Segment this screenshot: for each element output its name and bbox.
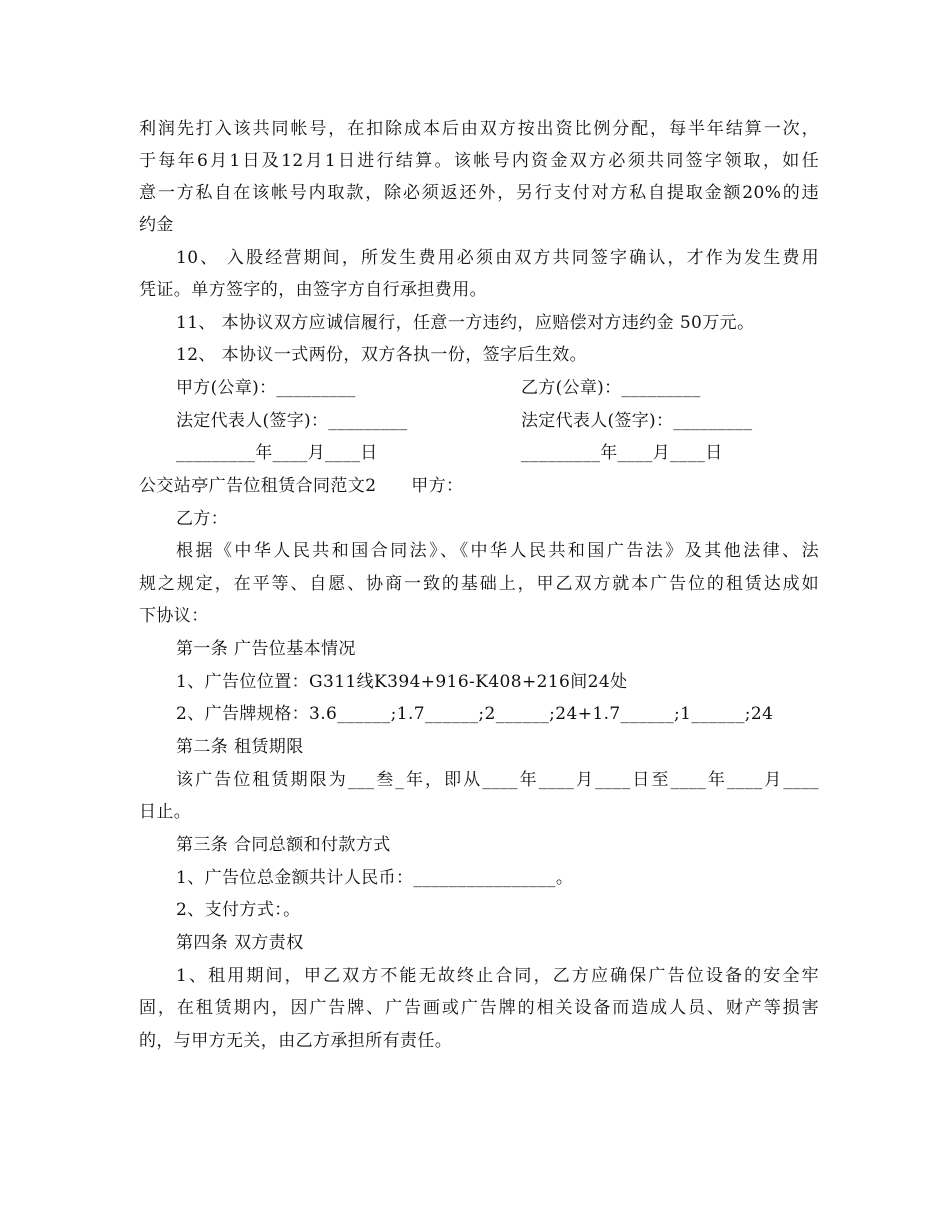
paragraph-line: 意一方私自在该帐号内取款，除必须返还外，另行支付对方私自提取金额20%的违 bbox=[139, 183, 819, 203]
article-4-line: 的，与甲方无关，由乙方承担所有责任。 bbox=[139, 1031, 453, 1051]
party-a-seal-field: 甲方(公章)：_________ bbox=[176, 378, 356, 398]
section-heading: 公交站亭广告位租赁合同范文2 甲方： bbox=[139, 476, 464, 496]
article-1-item: 2、广告牌规格：3.6______;1.7______;2______;24+1.7______;1______;24 bbox=[176, 704, 774, 724]
party-b-label: 乙方： bbox=[176, 509, 229, 529]
article-3-item: 2、支付方式：。 bbox=[176, 900, 301, 920]
preamble-line: 下协议： bbox=[139, 606, 209, 626]
article-2-line: 日止。 bbox=[139, 802, 192, 822]
article-2-line: 该广告位租赁期限为___叁_年，即从____年____月____日至____年____月____ bbox=[176, 770, 819, 790]
article-2-heading: 第二条 租赁期限 bbox=[176, 737, 304, 757]
article-4-line: 固，在租赁期内，因广告牌、广告画或广告牌的相关设备而造成人员、财产等损害 bbox=[139, 998, 819, 1018]
preamble-line: 根据《中华人民共和国合同法》、《中华人民共和国广告法》及其他法律、法 bbox=[176, 541, 819, 561]
article-1-item: 1、广告位位置：G311线K394+916-K408+216间24处 bbox=[176, 672, 628, 692]
paragraph-line: 于每年6月1日及12月1日进行结算。该帐号内资金双方必须共同签字领取，如任 bbox=[139, 151, 819, 171]
party-a-representative-field: 法定代表人(签字)：_________ bbox=[176, 411, 408, 431]
party-b-representative-field: 法定代表人(签字)：_________ bbox=[521, 411, 753, 431]
clause-11-line: 11、 本协议双方应诚信履行，任意一方违约，应赔偿对方违约金 50万元。 bbox=[176, 313, 755, 333]
preamble-line: 规之规定，在平等、自愿、协商一致的基础上，甲乙双方就本广告位的租赁达成如 bbox=[139, 574, 819, 594]
clause-12-line: 12、 本协议一式两份，双方各执一份，签字后生效。 bbox=[176, 345, 588, 365]
party-b-seal-field: 乙方(公章)：_________ bbox=[521, 378, 701, 398]
clause-10-line: 凭证。单方签字的，由签字方自行承担费用。 bbox=[139, 280, 487, 300]
article-3-heading: 第三条 合同总额和付款方式 bbox=[176, 835, 391, 855]
paragraph-line: 约金 bbox=[139, 215, 174, 235]
article-3-item: 1、广告位总金额共计人民币：________________。 bbox=[176, 868, 574, 888]
paragraph-line: 利润先打入该共同帐号，在扣除成本后由双方按出资比例分配，每半年结算一次， bbox=[139, 119, 819, 139]
party-b-date-field: _________年____月____日 bbox=[521, 443, 723, 463]
article-4-heading: 第四条 双方责权 bbox=[176, 933, 304, 953]
clause-10-line: 10、 入股经营期间，所发生费用必须由双方共同签字确认，才作为发生费用 bbox=[176, 248, 819, 268]
article-4-line: 1、租用期间，甲乙双方不能无故终止合同，乙方应确保广告位设备的安全牢 bbox=[176, 966, 819, 986]
party-a-date-field: _________年____月____日 bbox=[176, 443, 378, 463]
article-1-heading: 第一条 广告位基本情况 bbox=[176, 639, 356, 659]
